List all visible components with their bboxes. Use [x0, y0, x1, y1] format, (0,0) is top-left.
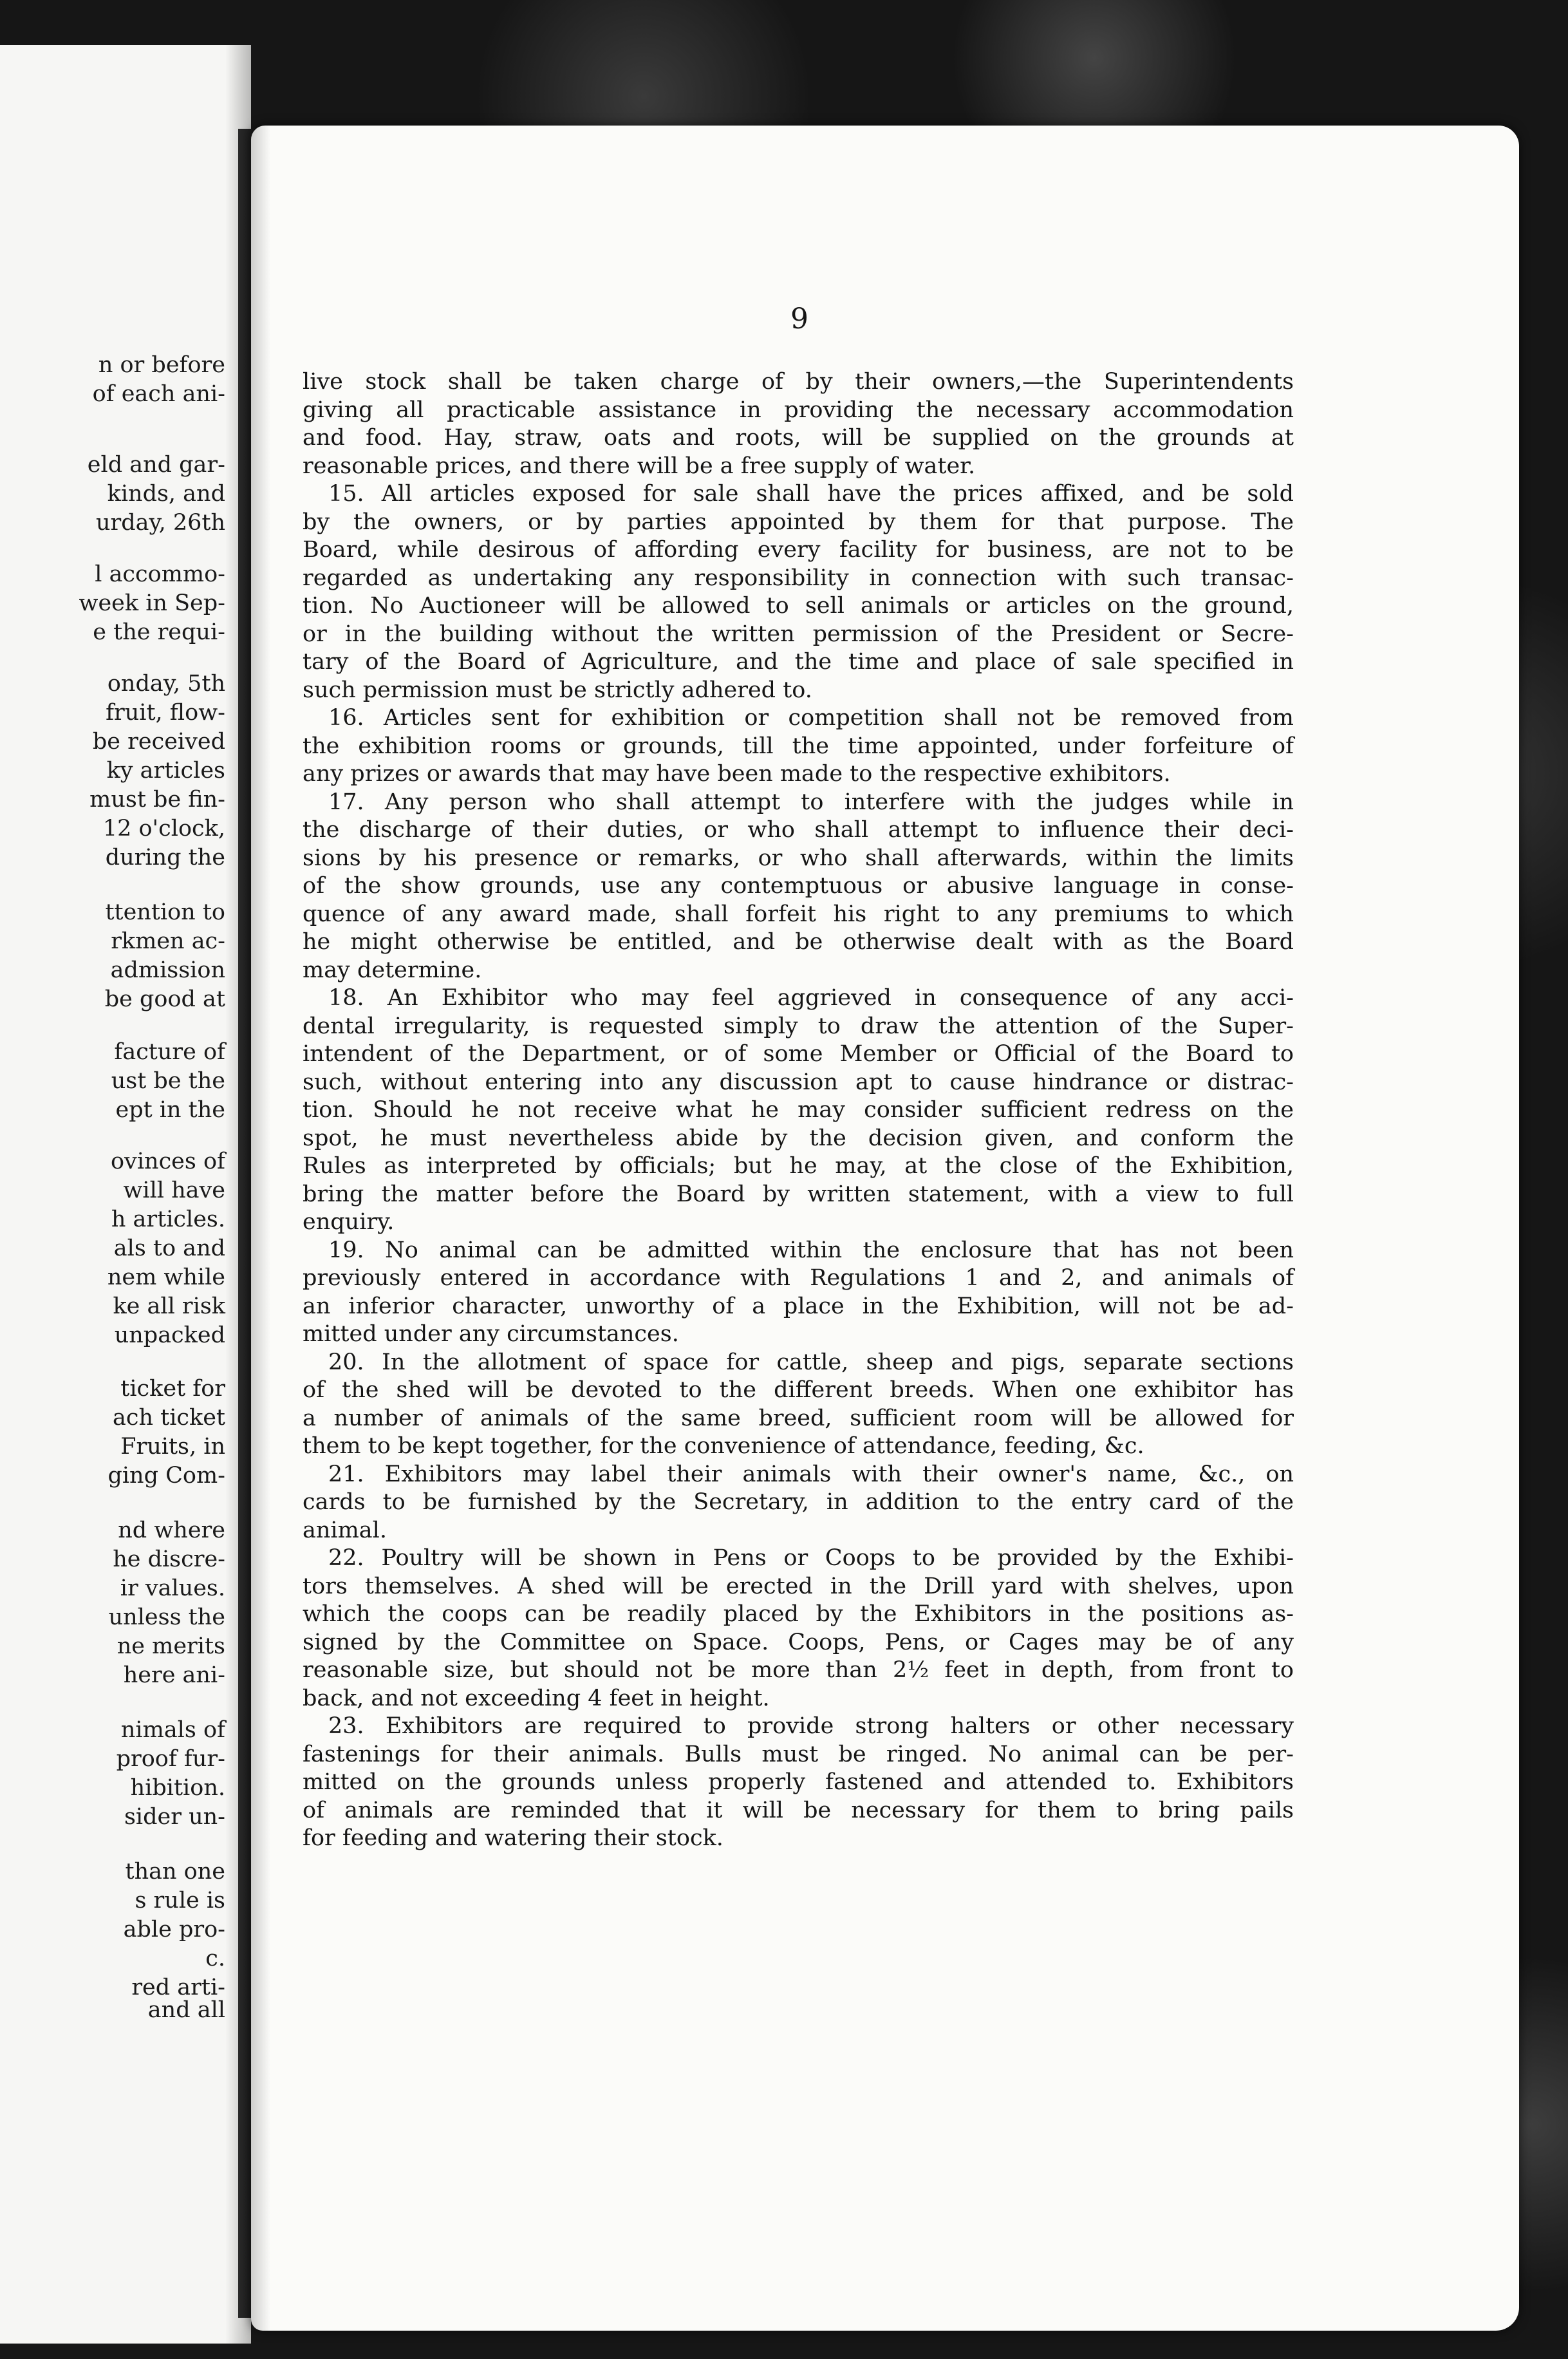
text-line: tary of the Board of Agriculture, and the time and place of sale specified in — [303, 649, 1294, 675]
text-line: bring the matter before the Board by written statement, with a view to full — [303, 1181, 1294, 1207]
text-line: 18. An Exhibitor who may feel aggrieved in consequence of any acci- — [328, 985, 1294, 1011]
text-line: tion. No Auctioneer will be allowed to sell animals or articles on the ground, — [303, 593, 1294, 619]
text-line: 21. Exhibitors may label their animals with their owner's name, &c., on — [328, 1461, 1294, 1487]
left-fragment-line: ust be the — [111, 1068, 225, 1094]
text-line: such permission must be strictly adhered to. — [303, 677, 812, 703]
text-line: back, and not exceeding 4 feet in height. — [303, 1685, 770, 1711]
text-line: may determine. — [303, 957, 482, 983]
left-fragment-line: unless the — [108, 1604, 225, 1630]
left-fragment-line: will have — [123, 1178, 225, 1203]
left-fragment-line: must be fin- — [89, 787, 225, 813]
text-line: such, without entering into any discussion apt to cause hindrance or distrac- — [303, 1069, 1294, 1095]
left-fragment-line: ging Com- — [107, 1463, 225, 1489]
text-line: them to be kept together, for the convenience of attendance, feeding, &c. — [303, 1433, 1144, 1459]
left-fragment-line: eld and gar- — [87, 452, 225, 478]
text-line: mitted under any circumstances. — [303, 1321, 679, 1347]
left-fragment-line: ept in the — [115, 1097, 225, 1123]
left-fragment-line: h articles. — [111, 1207, 225, 1232]
left-fragment-line: nimals of — [120, 1717, 225, 1743]
regulations-text — [303, 368, 1294, 1853]
text-line: cards to be furnished by the Secretary, in addition to the entry card of the — [303, 1489, 1294, 1515]
text-line: live stock shall be taken charge of by their owners,—the Superintendents — [303, 369, 1294, 395]
text-line: by the owners, or by parties appointed by them for that purpose. The — [303, 509, 1294, 535]
left-fragment-line: kinds, and — [107, 481, 225, 507]
left-fragment-line: during the — [105, 845, 225, 870]
left-fragment-line: admission — [110, 957, 225, 983]
left-fragment-line: l accommo- — [95, 561, 225, 587]
text-line: tors themselves. A shed will be erected in the Drill yard with shelves, upon — [303, 1573, 1294, 1599]
left-fragment-line: ne merits — [117, 1633, 225, 1659]
left-fragment-line: than one — [125, 1859, 225, 1884]
text-line: any prizes or awards that may have been made to the respective exhibitors. — [303, 761, 1171, 787]
text-line: reasonable prices, and there will be a free supply of water. — [303, 453, 976, 479]
left-fragment-line: hibition. — [130, 1775, 225, 1801]
left-fragment-line: fruit, flow- — [106, 700, 225, 726]
left-fragment-line: 12 o'clock, — [102, 816, 225, 841]
page-number: 9 — [790, 303, 808, 335]
left-fragment-line: e the requi- — [93, 619, 225, 645]
left-fragment-line: ovinces of — [110, 1149, 225, 1174]
text-line: reasonable size, but should not be more than 2½ feet in depth, from front to — [303, 1657, 1294, 1683]
text-line: an inferior character, unworthy of a place in the Exhibition, will not be ad- — [303, 1293, 1294, 1319]
text-line: the discharge of their duties, or who shall attempt to influence their deci- — [303, 817, 1294, 843]
left-fragment-line: be good at — [104, 986, 225, 1012]
text-line: Board, while desirous of affording every facility for business, are not to be — [303, 537, 1294, 563]
text-line: he might otherwise be entitled, and be otherwise dealt with as the Board — [303, 929, 1294, 955]
text-line: of animals are reminded that it will be necessary for them to bring pails — [303, 1797, 1294, 1823]
text-line: intendent of the Department, or of some Member or Official of the Board to — [303, 1041, 1294, 1067]
text-line: 19. No animal can be admitted within the enclosure that has not been — [328, 1237, 1294, 1263]
text-line: which the coops can be readily placed by the Exhibitors in the positions as- — [303, 1601, 1294, 1627]
left-fragment-line: he discre- — [113, 1546, 225, 1572]
left-fragment-line: ach ticket — [113, 1405, 225, 1431]
left-fragment-line: ir values. — [120, 1575, 225, 1601]
left-fragment-line: sider un- — [124, 1804, 225, 1830]
left-fragment-line: ke all risk — [113, 1293, 225, 1319]
text-line: giving all practicable assistance in providing the necessary accommodation — [303, 397, 1294, 423]
left-fragment-line: ttention to — [105, 899, 225, 925]
left-fragment-line: able pro- — [123, 1917, 225, 1942]
left-fragment-line: Fruits, in — [120, 1434, 225, 1460]
text-line: spot, he must nevertheless abide by the decision given, and conform the — [303, 1125, 1294, 1151]
left-fragment-line: c. — [205, 1946, 225, 1971]
text-line: signed by the Committee on Space. Coops, Pens, or Cages may be of any — [303, 1629, 1294, 1655]
text-line: quence of any award made, shall forfeit his right to any premiums to which — [303, 901, 1294, 927]
text-line: 16. Articles sent for exhibition or competition shall not be removed from — [328, 705, 1294, 731]
text-line: 17. Any person who shall attempt to interfere with the judges while in — [328, 789, 1294, 815]
left-fragment-line: unpacked — [114, 1322, 225, 1348]
left-fragment-line: nd where — [118, 1518, 225, 1543]
left-fragment-line: be received — [92, 729, 225, 755]
left-fragment-line: als to and — [113, 1236, 225, 1261]
text-line: regarded as undertaking any responsibility in connection with such transac- — [303, 565, 1294, 591]
left-fragment-line: s rule is — [135, 1888, 225, 1913]
text-line: mitted on the grounds unless properly fastened and attended to. Exhibitors — [303, 1769, 1294, 1795]
text-line: and food. Hay, straw, oats and roots, will be supplied on the grounds at — [303, 425, 1294, 451]
left-fragment-line: red arti- — [131, 1975, 225, 2000]
left-fragment-line: proof fur- — [116, 1746, 225, 1772]
text-line: for feeding and watering their stock. — [303, 1825, 723, 1851]
text-line: 15. All articles exposed for sale shall have the prices affixed, and be sold — [328, 481, 1294, 507]
left-fragment-line: nem while — [107, 1264, 225, 1290]
text-line: fastenings for their animals. Bulls must be ringed. No animal can be per- — [303, 1741, 1294, 1767]
text-line: or in the building without the written permission of the President or Secre- — [303, 621, 1294, 647]
text-line: animal. — [303, 1517, 387, 1543]
left-fragment-line: urday, 26th — [95, 510, 225, 536]
text-line: 22. Poultry will be shown in Pens or Coops to be provided by the Exhibi- — [328, 1545, 1294, 1571]
text-line: dental irregularity, is requested simply to draw the attention of the Super- — [303, 1013, 1294, 1039]
text-line: 23. Exhibitors are required to provide strong halters or other necessary — [328, 1713, 1294, 1739]
text-line: Rules as interpreted by officials; but he may, at the close of the Exhibition, — [303, 1153, 1294, 1179]
text-line: enquiry. — [303, 1209, 395, 1235]
left-fragment-line: of each ani- — [92, 381, 225, 407]
text-line: of the show grounds, use any contemptuous or abusive language in conse- — [303, 873, 1294, 899]
left-fragment-line: facture of — [114, 1039, 225, 1065]
text-line: previously entered in accordance with Regulations 1 and 2, and animals of — [303, 1265, 1294, 1291]
left-fragment-line: n or before — [98, 352, 225, 378]
right-page-shadow — [251, 126, 270, 2331]
left-fragment-line: ticket for — [120, 1376, 225, 1402]
text-line: sions by his presence or remarks, or who shall afterwards, within the limits — [303, 845, 1294, 871]
text-line: tion. Should he not receive what he may consider sufficient redress on the — [303, 1097, 1294, 1123]
left-fragment-line: onday, 5th — [107, 671, 225, 697]
left-page-fragment — [0, 45, 251, 2344]
left-fragment-line: week in Sep- — [79, 590, 225, 616]
text-line: a number of animals of the same breed, sufficient room will be allowed for — [303, 1405, 1294, 1431]
left-fragment-line: ky articles — [106, 758, 225, 784]
text-line: the exhibition rooms or grounds, till the time appointed, under forfeiture of — [303, 733, 1294, 759]
text-line: of the shed will be devoted to the different breeds. When one exhibitor has — [303, 1377, 1294, 1403]
left-fragment-line: and all — [147, 1997, 225, 2023]
text-line: 20. In the allotment of space for cattle, sheep and pigs, separate sections — [328, 1349, 1294, 1375]
left-fragment-line: rkmen ac- — [111, 928, 225, 954]
left-fragment-line: here ani- — [123, 1662, 225, 1688]
